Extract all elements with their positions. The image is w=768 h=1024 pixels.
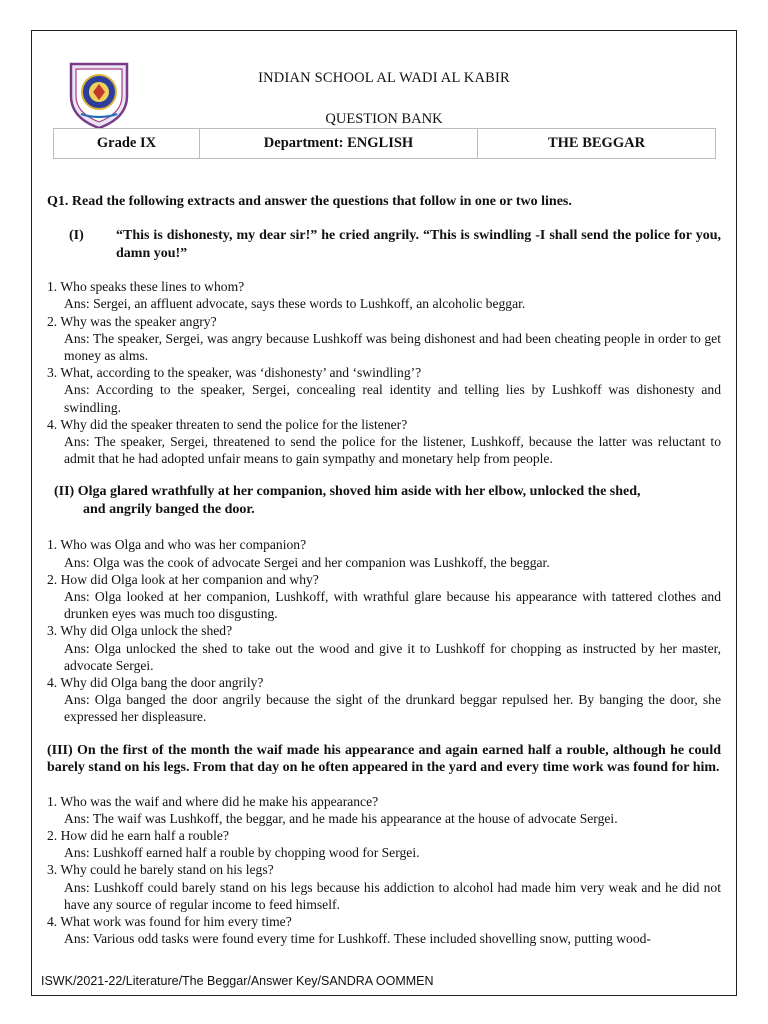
extract-3-qa-1	[47, 793, 721, 827]
extract-1-qa-1	[47, 278, 721, 312]
answer: Ans: According to the speaker, Sergei, concealing real identity and telling lies by Lushkoff was dishonesty and swindling.	[64, 382, 721, 415]
answer: Ans: Sergei, an affluent advocate, says these words to Lushkoff, an alcoholic beggar.	[64, 296, 526, 312]
answer: Ans: Olga unlocked the shed to take out the wood and give it to Lushkoff for chopping as instructed by her master, advocate Sergei.	[64, 640, 721, 673]
answer: Ans: Olga was the cook of advocate Sergei and her companion was Lushkoff, the beggar.	[64, 554, 550, 570]
extract-1	[47, 227, 721, 263]
question: 2. How did he earn half a rouble?	[47, 828, 229, 844]
extract-1-qa-2	[47, 313, 721, 365]
answer: Ans: The speaker, Sergei, was angry because Lushkoff was being dishonest and had been cheating people in order to get money as alms.	[64, 330, 721, 364]
question: 2. Why was the speaker angry?	[47, 313, 217, 329]
answer: Ans: Lushkoff could barely stand on his legs because his addiction to alcohol had made him very weak and he did not have any source of regular income to feed himself.	[64, 879, 721, 912]
question: 3. Why did Olga unlock the shed?	[47, 623, 233, 639]
extract-3-text: On the first of the month the waif made his appearance and again earned half a rouble, although he could barely stand on his legs. From that day on he often appeared in the yard and every time work was found for him.	[47, 742, 722, 775]
extract-1-text: “This is dishonesty, my dear sir!” he cried angrily. “This is swindling -I shall send the police for you, damn you!”	[116, 228, 721, 262]
extract-1-qa-3	[47, 364, 721, 416]
extract-2-qa-3	[47, 622, 721, 674]
document-title: QUESTION BANK	[325, 111, 443, 127]
question: 4. What work was found for him every time?	[47, 914, 292, 930]
question: 3. Why could he barely stand on his legs?	[47, 862, 274, 878]
extract-3	[47, 742, 721, 776]
department-cell: Department: ENGLISH	[200, 129, 478, 159]
answer: Ans: Olga looked at her companion, Lushkoff, with wrathful glare because his appearance with tattered clothes and drunken eyes was much too disgusting.	[64, 589, 721, 622]
page-footer: ISWK/2021-22/Literature/The Beggar/Answer Key/SANDRA OOMMEN	[41, 974, 434, 988]
extract-2	[47, 483, 721, 519]
question: 2. How did Olga look at her companion and why?	[47, 571, 319, 587]
extract-2-qa-4	[47, 674, 721, 726]
q1-instruction: Q1. Read the following extracts and answer the questions that follow in one or two lines.	[47, 194, 572, 209]
extract-3-qa-3	[47, 861, 721, 913]
question: 3. What, according to the speaker, was ‘dishonesty’ and ‘swindling’?	[47, 365, 422, 381]
answer: Ans: Lushkoff earned half a rouble by chopping wood for Sergei.	[64, 845, 420, 861]
extract-1-number: (I)	[69, 228, 84, 244]
question: 4. Why did the speaker threaten to send the police for the listener?	[47, 416, 408, 432]
grade-cell: Grade IX	[54, 129, 200, 159]
extract-2-number: (II)	[54, 484, 75, 500]
question: 4. Why did Olga bang the door angrily?	[47, 675, 264, 691]
school-name: INDIAN SCHOOL AL WADI AL KABIR	[258, 70, 510, 86]
info-table	[53, 128, 716, 159]
extract-3-number: (III)	[47, 742, 73, 758]
question: 1. Who speaks these lines to whom?	[47, 279, 245, 295]
question: 1. Who was the waif and where did he make his appearance?	[47, 793, 379, 809]
extract-2-qa-2	[47, 571, 721, 623]
extract-2-text-line1: Olga glared wrathfully at her companion, shoved him aside with her elbow, unlocked the shed,	[77, 484, 641, 500]
extract-2-qa-1	[47, 536, 721, 570]
topic-cell: THE BEGGAR	[478, 129, 716, 159]
extract-1-qa-4	[47, 416, 721, 468]
answer: Ans: The speaker, Sergei, threatened to send the police for the listener, Lushkoff, because the latter was reluctant to admit that he had adopted unfair means to gain sympathy and monetary help from people.	[64, 434, 721, 467]
extract-3-qa-2	[47, 827, 721, 861]
question-content	[47, 193, 721, 948]
answer: Ans: The waif was Lushkoff, the beggar, and he made his appearance at the house of advocate Sergei.	[64, 810, 618, 826]
extract-2-text-line2: and angrily banged the door.	[83, 502, 255, 518]
answer: Ans: Olga banged the door angrily because the sight of the drunkard beggar repulsed her. By banging the door, she expressed her displeasure.	[64, 692, 721, 725]
extract-3-qa-4	[47, 913, 721, 947]
question: 1. Who was Olga and who was her companion?	[47, 537, 307, 553]
answer: Ans: Various odd tasks were found every time for Lushkoff. These included shovelling snow, putting wood-	[64, 931, 651, 947]
